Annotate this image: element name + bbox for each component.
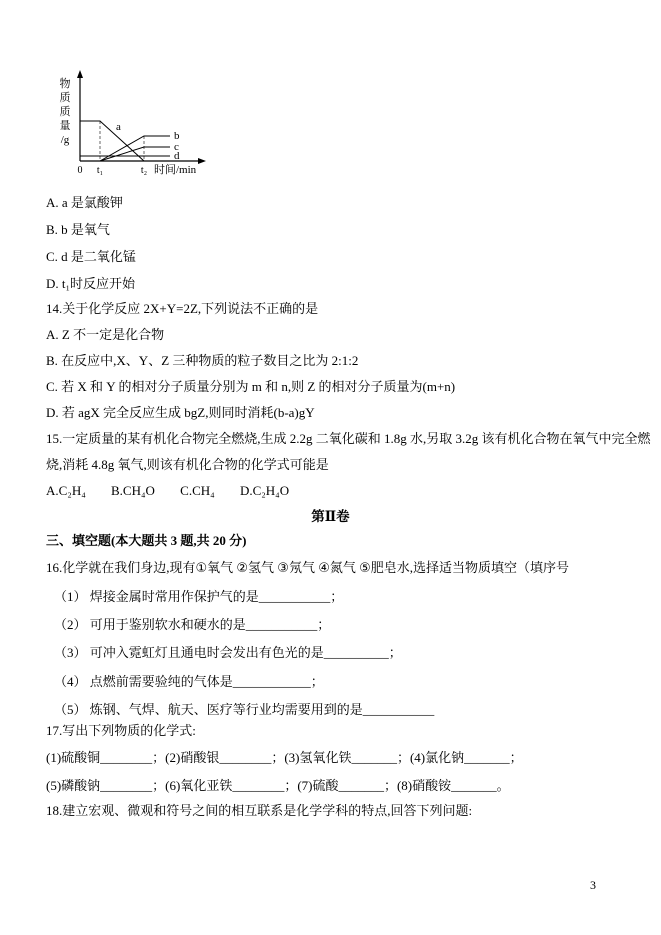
page-number: 3 [590,878,596,892]
q16-item-4: （4） 点燃前需要验纯的气体是____________； [54,674,324,689]
y-axis-arrow [77,70,83,78]
x-tick-t2: t₂ [140,165,148,176]
y-axis-label-char-4: 量 [59,120,71,132]
q14-option-d: D. 若 agX 完全反应生成 bgZ,则同时消耗(b-a)gY [46,405,315,420]
y-axis-label-char-3: 质 [59,106,71,118]
curve-b-label: b [174,130,180,142]
q14-option-b: B. 在反应中,X、Y、Z 三种物质的粒子数目之比为 2:1:2 [46,353,359,368]
x-tick-origin: 0 [77,165,83,176]
curve-c [100,147,170,161]
q17-blanks-line2: (5)磷酸钠________；(6)氧化亚铁________；(7)硫酸_______；(8)硝酸铵_______。 [46,778,510,793]
q14-option-c: C. 若 X 和 Y 的相对分子质量分别为 m 和 n,则 Z 的相对分子质量为(m+n) [46,379,456,394]
q13-option-a: A. a 是氯酸钾 [46,195,123,210]
y-axis-label-unit: /g [60,134,70,146]
q14-option-a: A. Z 不一定是化合物 [46,327,165,342]
y-axis-label-char-1: 物 [59,78,71,90]
q18-stem: 18.建立宏观、微观和符号之间的相互联系是化学学科的特点,回答下列问题: [46,803,473,818]
q13-option-d: D. t₁时反应开始 [46,276,136,291]
q17-blanks-line1: (1)硫酸铜________；(2)硝酸银________；(3)氢氧化铁_______；(4)氯化钠_______； [46,750,523,765]
q17-stem: 17.写出下列物质的化学式: [46,723,196,738]
mass-time-chart [50,68,230,190]
q15-stem-line2: 烧,消耗 4.8g 氧气,则该有机化合物的化学式可能是 [46,457,329,472]
x-axis-arrow [198,158,206,164]
section2-title: 第Ⅱ卷 [311,509,350,524]
curve-d-label: d [174,150,180,162]
q16-item-2: （2） 可用于鉴别软水和硬水的是___________； [54,617,331,632]
curve-a-label: a [116,121,121,133]
y-axis-label-char-2: 质 [59,92,71,104]
q15-option-c: C.CH₄ [180,483,215,498]
q15-option-d: D.C₂H₄O [239,483,290,498]
q15-options-row [46,478,631,504]
q13-option-b: B. b 是氧气 [46,222,110,237]
q14-stem: 14.关于化学反应 2X+Y=2Z,下列说法不正确的是 [46,301,319,316]
q16-stem: 16.化学就在我们身边,现有①氧气 ②氢气 ③氖气 ④氮气 ⑤肥皂水,选择适当物质填空（填序号 [46,560,570,575]
curve-c-label: c [174,141,179,153]
q16-item-5: （5） 炼钢、气焊、航天、医疗等行业均需要用到的是___________ [54,702,435,717]
q16-item-1: （1） 焊接金属时常用作保护气的是___________； [54,589,344,604]
q15-option-a: A.C₂H₄ [46,483,86,498]
q13-option-c: C. d 是二氧化锰 [46,249,136,264]
section3-heading: 三、填空题(本大题共 3 题,共 20 分) [46,533,247,548]
x-tick-t1: t₁ [96,165,104,176]
q15-stem-line1: 15.一定质量的某有机化合物完全燃烧,生成 2.2g 二氧化碳和 1.8g 水,另取 3.2g 该有机化合物在氧气中完全燃 [46,431,651,446]
q16-item-3: （3） 可冲入霓虹灯且通电时会发出有色光的是__________； [54,645,402,660]
x-axis-label: 时间/min [154,164,197,176]
q15-option-b: B.CH₄O [111,483,155,498]
